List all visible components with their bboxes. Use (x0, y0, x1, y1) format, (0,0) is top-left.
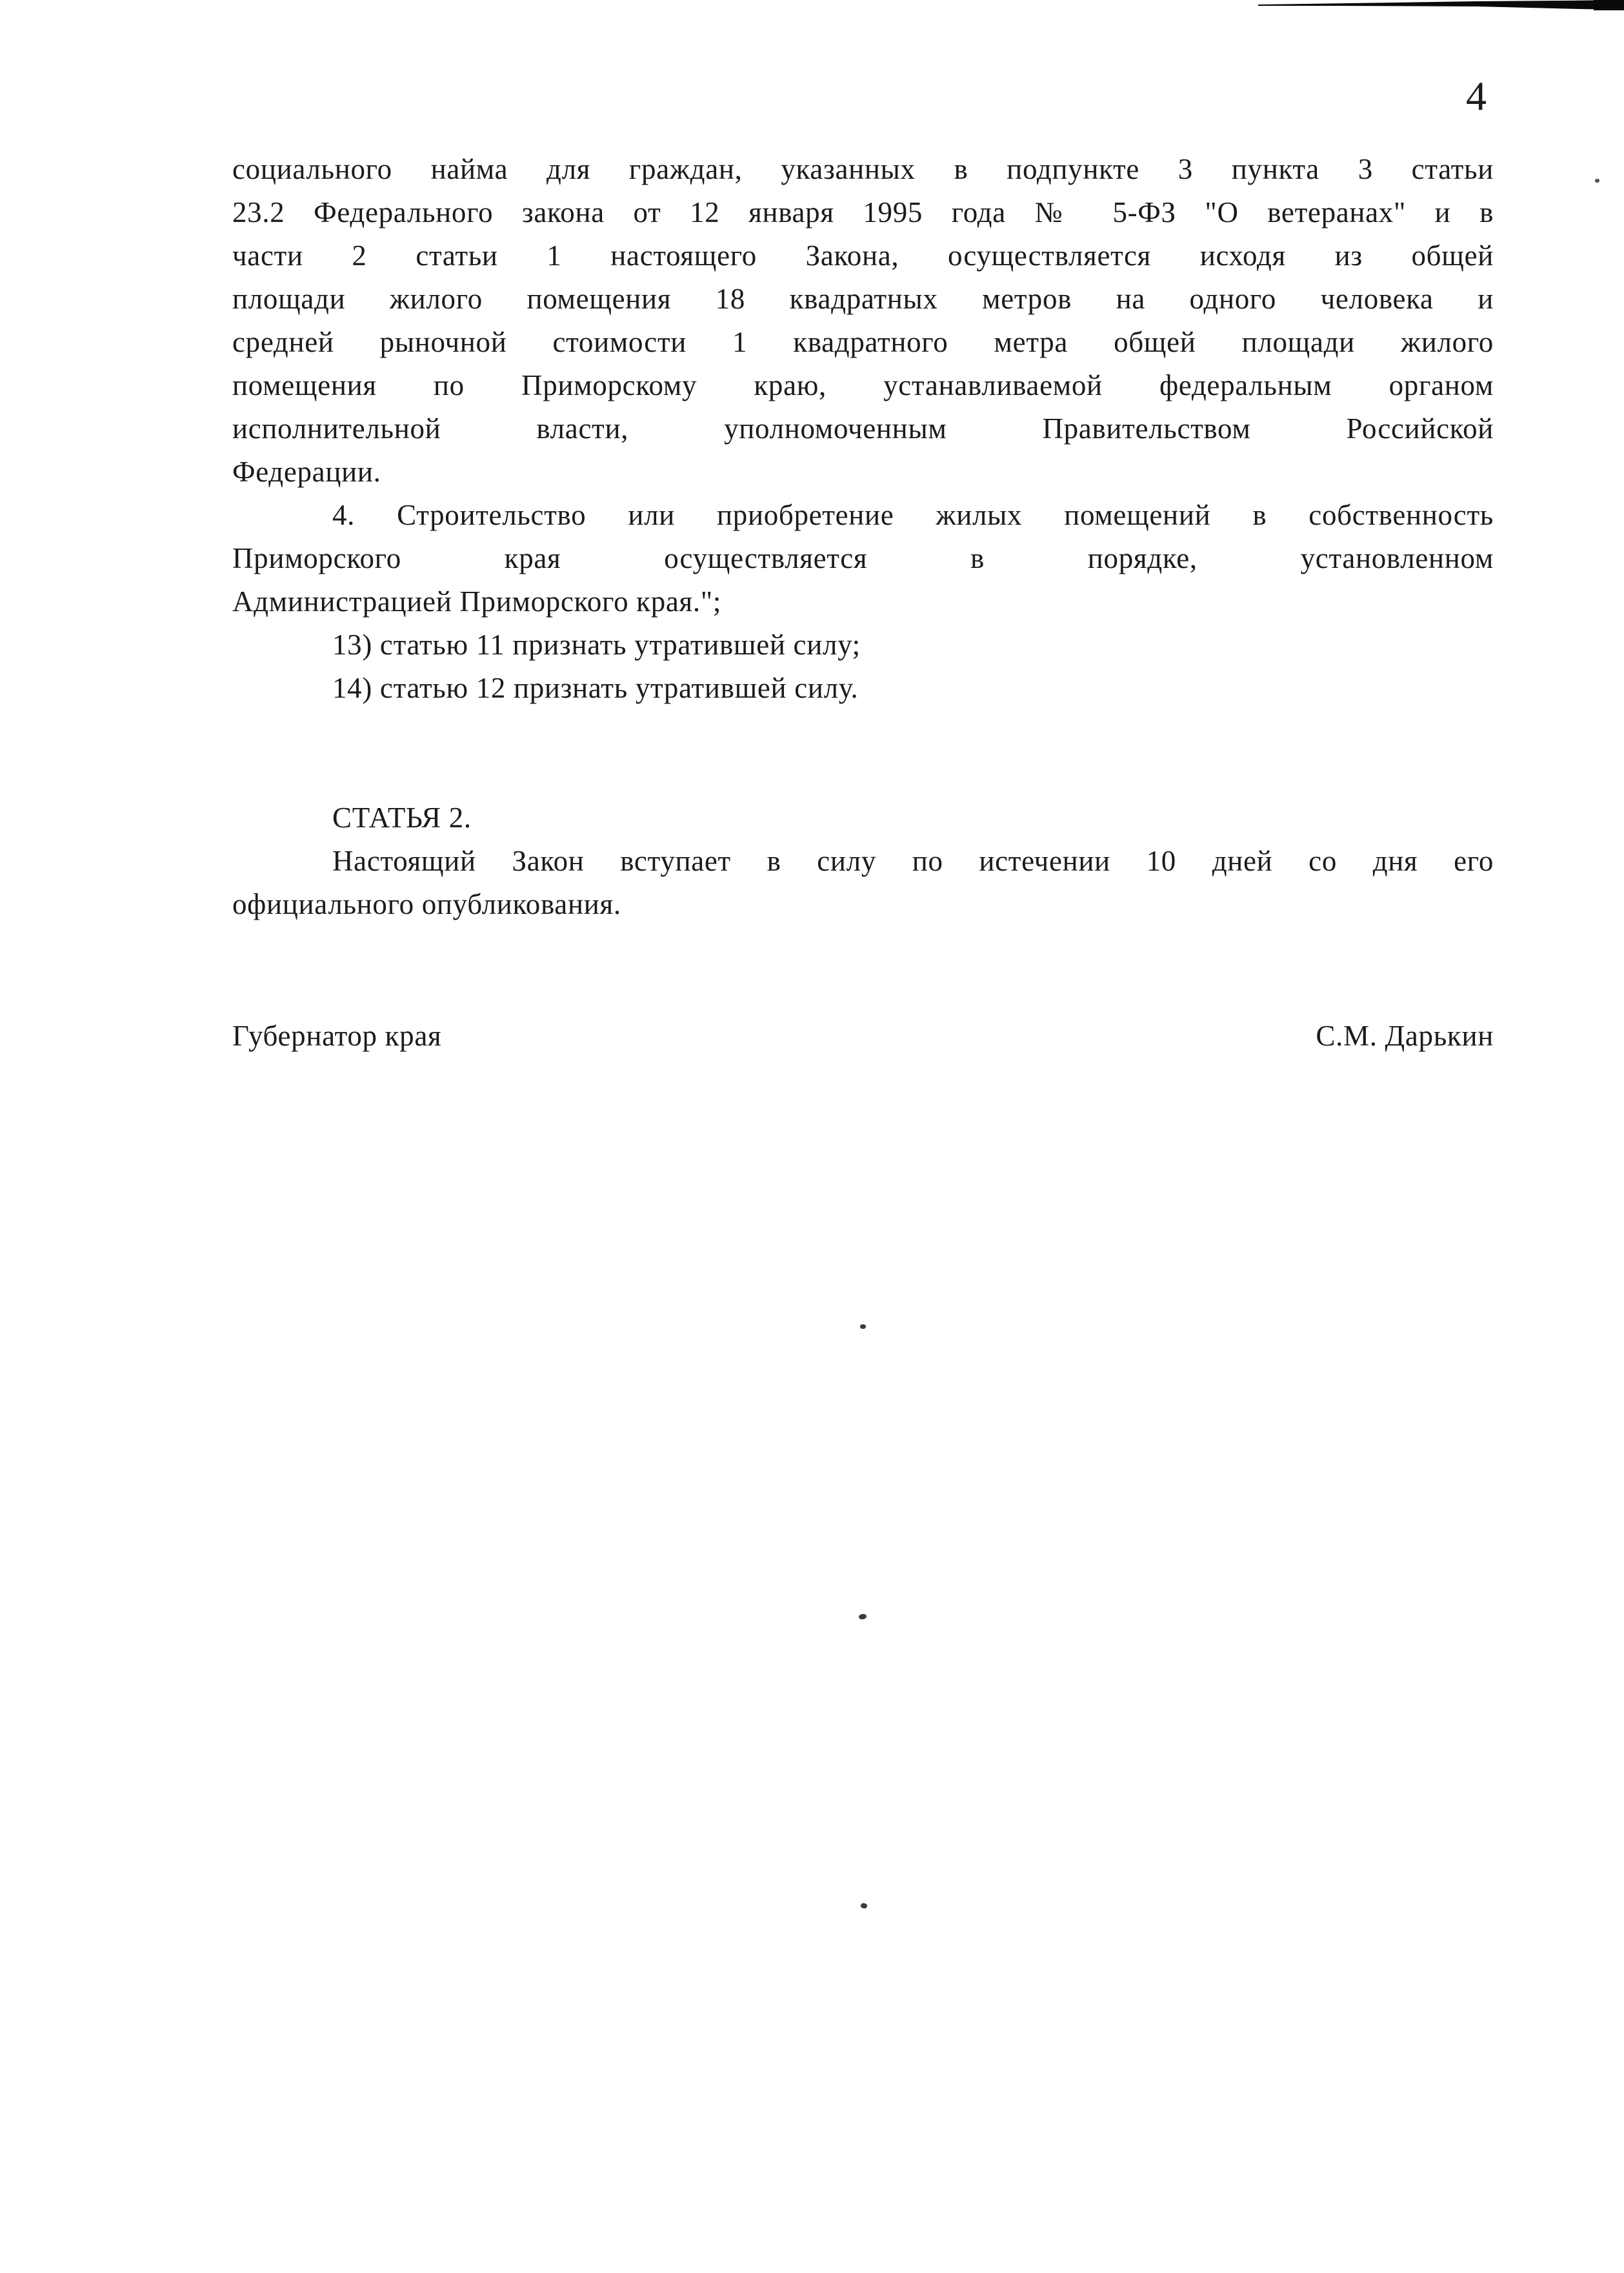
scan-artifact-line (1258, 0, 1624, 14)
article-2-section (232, 796, 1494, 926)
body-line: площади жилого помещения 18 квадратных метров на одного человека и (232, 283, 1494, 315)
article-2-heading: СТАТЬЯ 2. (332, 802, 472, 834)
body-line: социального найма для граждан, указанных в подпункте 3 пункта 3 статьи (232, 153, 1494, 185)
list-item-13: 13) статью 11 признать утратившей силу; (332, 629, 861, 661)
body-line: 23.2 Федерального закона от 12 января 1995 года № 5-ФЗ "О ветеранах" и в (232, 196, 1494, 228)
body-line: части 2 статьи 1 настоящего Закона, осуществляется исходя из общей (232, 239, 1494, 272)
scan-speck (859, 1613, 867, 1620)
body-line: исполнительной власти, уполномоченным Правительством Российской (232, 412, 1494, 445)
scan-speck (860, 1324, 866, 1329)
body-line: средней рыночной стоимости 1 квадратного метра общей площади жилого (232, 326, 1494, 358)
scan-speck (861, 1903, 868, 1908)
body-line: Федерации. (232, 456, 381, 488)
signature-title: Губернатор края (232, 1020, 442, 1052)
signature-name: С.М. Дарькин (1316, 1020, 1494, 1052)
page-number: 4 (1466, 73, 1487, 119)
scan-speck (1595, 179, 1599, 183)
body-line: Приморского края осуществляется в порядке, установленном (232, 542, 1494, 574)
body-line: Администрацией Приморского края."; (232, 585, 722, 618)
list-item-14: 14) статью 12 признать утратившей силу. (332, 672, 859, 704)
body-line: помещения по Приморскому краю, устанавливаемой федеральным органом (232, 369, 1494, 401)
signature-row (232, 1015, 1494, 1058)
body-line: 4. Строительство или приобретение жилых помещений в собственность (332, 499, 1494, 531)
body-line: Настоящий Закон вступает в силу по истечении 10 дней со дня его (332, 845, 1494, 877)
body-line: официального опубликования. (232, 888, 621, 920)
document-body (232, 148, 1494, 710)
